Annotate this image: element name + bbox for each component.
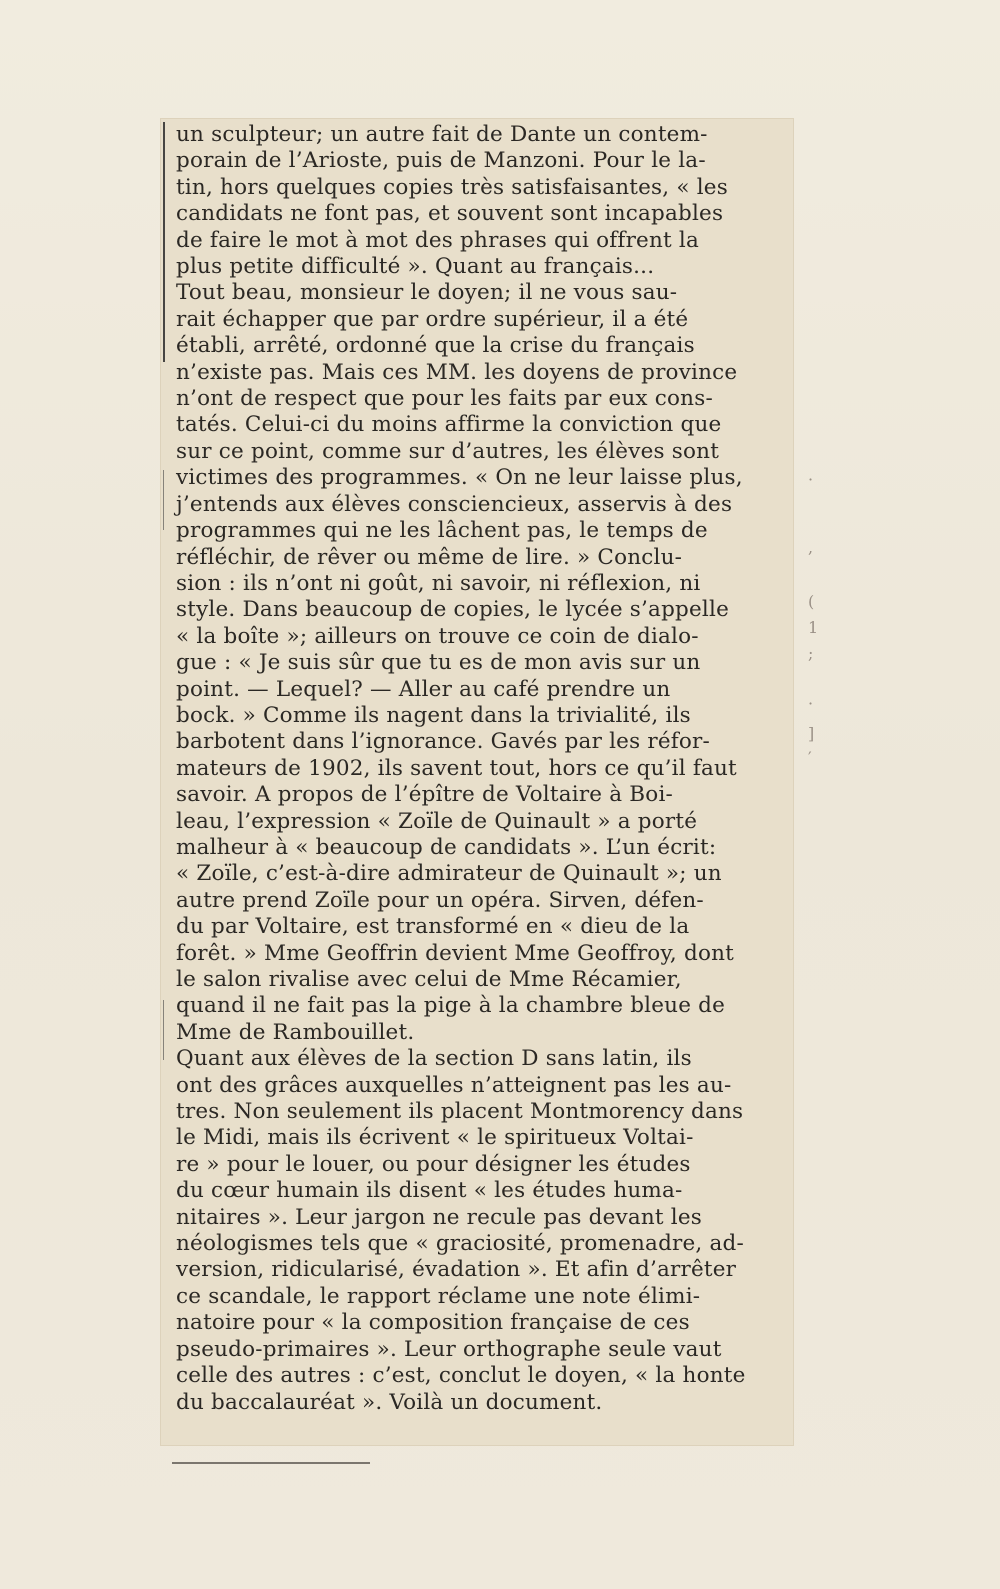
column-rule <box>163 122 165 362</box>
article-column <box>176 122 788 1416</box>
article-paragraph: un sculpteur; un autre fait de Dante un contem- porain de l’Arioste, puis de Manzoni. Pour le la- tin, hors quelques copies très satisfaisantes, « les candidats ne font pas, et souvent sont incapables de faire le mot à mot des phrases qui offrent la plus petite difficulté ». Quant au français... <box>176 122 728 280</box>
clipping-bottom-rule <box>172 1462 370 1464</box>
article-paragraph: Tout beau, monsieur le doyen; il ne vous sau- rait échapper que par ordre supérieur, il a été établi, arrêté, ordonné que la crise du français n’existe pas. Mais ces MM. les doyens de province n’ont de respect que pour les faits par eux cons- tatés. Celui-ci du moins affirme la conviction que sur ce point, comme sur d’autres, les élèves sont victimes des programmes. « On ne leur laisse plus, j’entends aux élèves consciencieux, asservis à des programmes qui ne les lâchent pas, le temps de réfléchir, de rêver ou même de lire. » Conclu- sion : ils n’ont ni goût, ni savoir, ni réflexion, ni style. Dans beaucoup de copies, le lycée s’appelle « la boîte »; ailleurs on trouve ce coin de dialo- gue : « Je suis sûr que tu es de mon avis sur un point. — Lequel? — Aller au café prendre un bock. » Comme ils nagent dans la trivialité, ils barbotent dans l’ignorance. Gavés par les réfor- mateurs de 1902, ils savent tout, hors ce qu’il faut savoir. A propos de l’épître de Voltaire à Boi- leau, l’expression « Zoïle de Quinault » a porté malheur à « beaucoup de candidats ». L’un écrit: « Zoïle, c’est-à-dire admirateur de Quinault »; un autre prend Zoïle pour un opéra. Sirven, défen- du par Voltaire, est transformé en « dieu de la forêt. » Mme Geoffrin devient Mme Geoffroy, dont le salon rivalise avec celui de Mme Récamier, quand il ne fait pas la pige à la chambre bleue de Mme de Rambouillet. <box>176 280 743 1045</box>
article-paragraph: Quant aux élèves de la section D sans latin, ils ont des grâces auxquelles n’atteignent pas les au- tres. Non seulement ils placent Montmorency dans le Midi, mais ils écrivent « le spiritueux Voltai- re » pour le louer, ou pour désigner les études du cœur humain ils disent « les études huma- nitaires ». Leur jargon ne recule pas devant les néologismes tels que « graciosité, promenadre, ad- version, ridicularisé, évadation ». Et afin d’arrêter ce scandale, le rapport réclame une note élimi- natoire pour « la composition française de ces pseudo-primaires ». Leur orthographe seule vaut celle des autres : c’est, conclut le doyen, « la honte du baccalauréat ». Voilà un document. <box>176 1046 746 1415</box>
column-rule-fragment <box>163 1000 164 1060</box>
column-rule-fragment <box>163 470 164 530</box>
archive-sheet: un sculpteur; un autre fait de Dante un contem- porain de l’Arioste, puis de Manzoni. Pour le la- tin, hors quelques copies très satisfaisantes, « les candidats ne font pas, et souvent sont incapables de faire le mot à mot des phrases qui offrent la plus petite difficulté ». Quant au français... Tout beau, monsieur le doyen; il ne vous sau- rait échapper que par ordre supérieur, il a été établi, arrêté, ordonné que la crise du français n’existe pas. Mais ces MM. les doyens de province n’ont de respect que pour les faits par eux cons- tatés. Celui-ci du moins affirme la conviction que sur ce point, comme sur d’autres, les élèves sont victimes des programmes. « On ne leur laisse plus, j’entends aux élèves consciencieux, asservis à des programmes qui ne les lâchent pas, le temps de réfléchir, de rêver ou même de lire. » Conclu- sion : ils n’ont ni goût, ni savoir, ni réflexion, ni style. Dans beaucoup de copies, le lycée s’appelle « la boîte »; ailleurs on trouve ce coin de dialo- gue : « Je suis sûr que tu es de mon avis sur un point. — Lequel? — Aller au café prendre un bock. » Comme ils nagent dans la trivialité, ils barbotent dans l’ignorance. Gavés par les réfor- mateurs de 1902, ils savent tout, hors ce qu’il faut savoir. A propos de l’épître de Voltaire à Boi- leau, l’expression « Zoïle de Quinault » a porté malheur à « beaucoup de candidats ». L’un écrit: « Zoïle, c’est-à-dire admirateur de Quinault »; un autre prend Zoïle pour un opéra. Sirven, défen- du par Voltaire, est transformé en « dieu de la forêt. » Mme Geoffrin devient Mme Geoffroy, dont le salon rivalise avec celui de Mme Récamier, quand il ne fait pas la pige à la chambre bleue de Mme de Rambouillet. Quant aux élèves de la section D sans latin, ils ont des grâces auxquelles n’atteignent pas les au- tres. Non seulement ils placent Montmorency dans le Midi, mais ils écrivent « le spiritueux Voltai- re » pour le louer, ou pour désigner les études du cœur humain ils disent « les études huma- nitaires ». Leur jargon ne recule pas devant les néologismes tels que « graciosité, promenadre, ad- version, ridicularisé, évadation ». Et afin d’arrêter ce scandale, le rapport réclame une note élimi- natoire pour « la composition française de ces pseudo-primaires ». Leur orthographe seule vaut celle des autres : c’est, conclut le doyen, « la honte du baccalauréat ». Voilà un document. · , ( 1 ; · ] ′ <box>0 0 1000 1589</box>
